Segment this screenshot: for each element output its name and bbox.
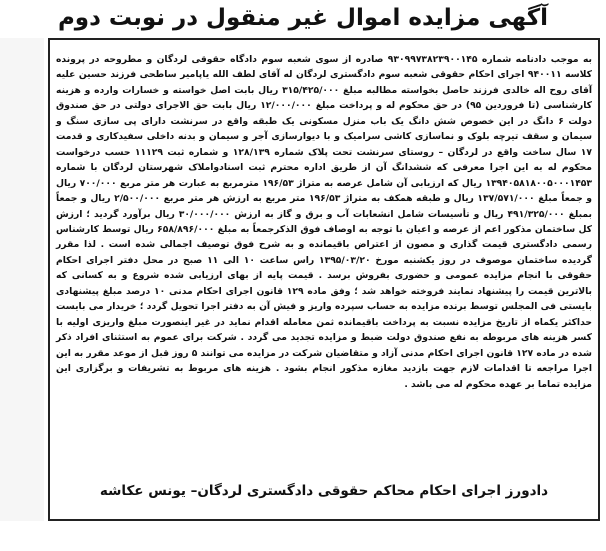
notice-body: به موجب دادنامه شماره ۹۳۰۹۹۷۳۸۲۳۹۰۰۱۴۵ صادره از سوی شعبه سوم دادگاه حقوقی لردگان و مطروحه در پرونده کلاسه ۹۴۰۰۱۱ اجرای احکام حقوقی شعبه سوم دادگستری لردگان له آقای لطف الله یاپامیر ساطحی فرزند حسین علیه آقای روح اله خالدی فرزند حاصل بخواسته مطالبه مبلغ ۳۱۵/۴۲۵/۰۰۰ ریال بابت اصل خواسته و خسارات وارده و هزینه کارشناسی (تا فروردین ۹۵) در حق محکوم له و پرداخت مبلغ ۱۲/۰۰۰/۰۰۰ ریال بابت حق الاجرای دولتی در حق صندوق دولت ۶ دانگ در این خصوص شش دانگ یک باب منزل مسکونی یک طبقه واقع در سرنشت دارای پی سازی سنگ و سیمان و سقف تیرچه بلوک و نماسازی کاشی سرامیک و با دیوارسازی آجر و سیمان و بدنه داخلی سفیدکاری و قدمت ۱۷ سال ساخت واقع در لردگان – روستای سرنشت تحت پلاک شماره ۱۲۸/۱۳۹ و شماره ثبت ۱۱۱۲۹ حسب درخواست محکوم له به این اجرا معرفی که ششدانگ آن از طریق اداره محترم ثبت اسنادواملاک شهرستان لردگان با شماره ۱۳۹۴۰۵۸۱۸۰۰۵۰۰۰۱۴۵۳ ریال که ارزیابی آن شامل عرصه به متراژ ۱۹۶/۵۳ مترمربع به عبارت هر متر مربع ۷۰۰/۰۰۰ ریال و جمعاً مبلغ ۱۳۷/۵۷۱/۰۰۰ ریال و طبقه همکف به متراژ ۱۹۶/۵۳ متر مربع به ارزش هر متر مربع ۲/۵۰۰/۰۰۰ ریال و جمعاً بمبلغ ۴۹۱/۳۲۵/۰۰۰ ریال و تأسیسات شامل انشعابات آب و برق و گاز به ارزش ۳۰/۰۰۰/۰۰۰ ریال برآورد گردید ؛ ارزش کل ساختمان مذکور اعم از عرصه و اعیان با توجه به اوصاف فوق الذکرجمعاً به مبلغ ۶۵۸/۸۹۶/۰۰۰ ریال توسط کارشناس رسمی دادگستری قیمت گذاری و مصون از اعتراض باقیمانده و به شرح فوق توصیف اجمالی شده است . لذا مقرر گردیده ساختمان موصوف در روز یکشنبه مورخ ۱۳۹۵/۰۳/۲۰ راس ساعت ۱۰ الی ۱۱ صبح در محل دفتر اجرای احکام حقوقی با انجام مزایده عمومی و حضوری بفروش برسد . قیمت پایه از بهای ارزیابی شده شروع و به کسانی که بالاترین قیمت را پیشنهاد نمایند فروخته خواهد شد ؛ وفق ماده ۱۲۹ قانون اجرای احکام مدنی ۱۰ درصد مبلغ پیشنهادی بایستی فی المجلس توسط برنده مزایده به حساب سپرده واریز و فیش آن به دفتر اجرا تحویل گردد ؛ خریدار می بایست حداکثر یکماه از تاریخ مزایده نسبت به پرداخت باقیمانده ثمن معامله اقدام نماید در غیر اینصورت مبلغ واریزی اولیه با کسر هزینه های مربوطه به نفع صندوق دولت ضبط و مزایده تجدید می گردد . شرکت برای عموم به استثنای افراد ذکر شده در ماده ۱۲۷ قانون اجرای احکام مدنی آزاد و متقاضیان شرکت در مزایده می توانند ۵ روز قبل از موعد مقرر به این اجرا مراجعه تا اقدامات لازم جهت بازدید مغازه مذکور انجام بشود . هزینه های مربوط به تشریفات و برگزاری این مزایده تماما بر عهده محکوم له می باشد . bbox=[56, 54, 593, 390]
notice-signature: دادورز اجرای احکام محاکم حقوقی دادگستری لردگان– یونس عکاشه bbox=[99, 483, 549, 499]
page-margin bbox=[0, 38, 44, 521]
notice-title: آگهی مزایده اموال غیر منقول در نوبت دوم bbox=[57, 5, 549, 31]
